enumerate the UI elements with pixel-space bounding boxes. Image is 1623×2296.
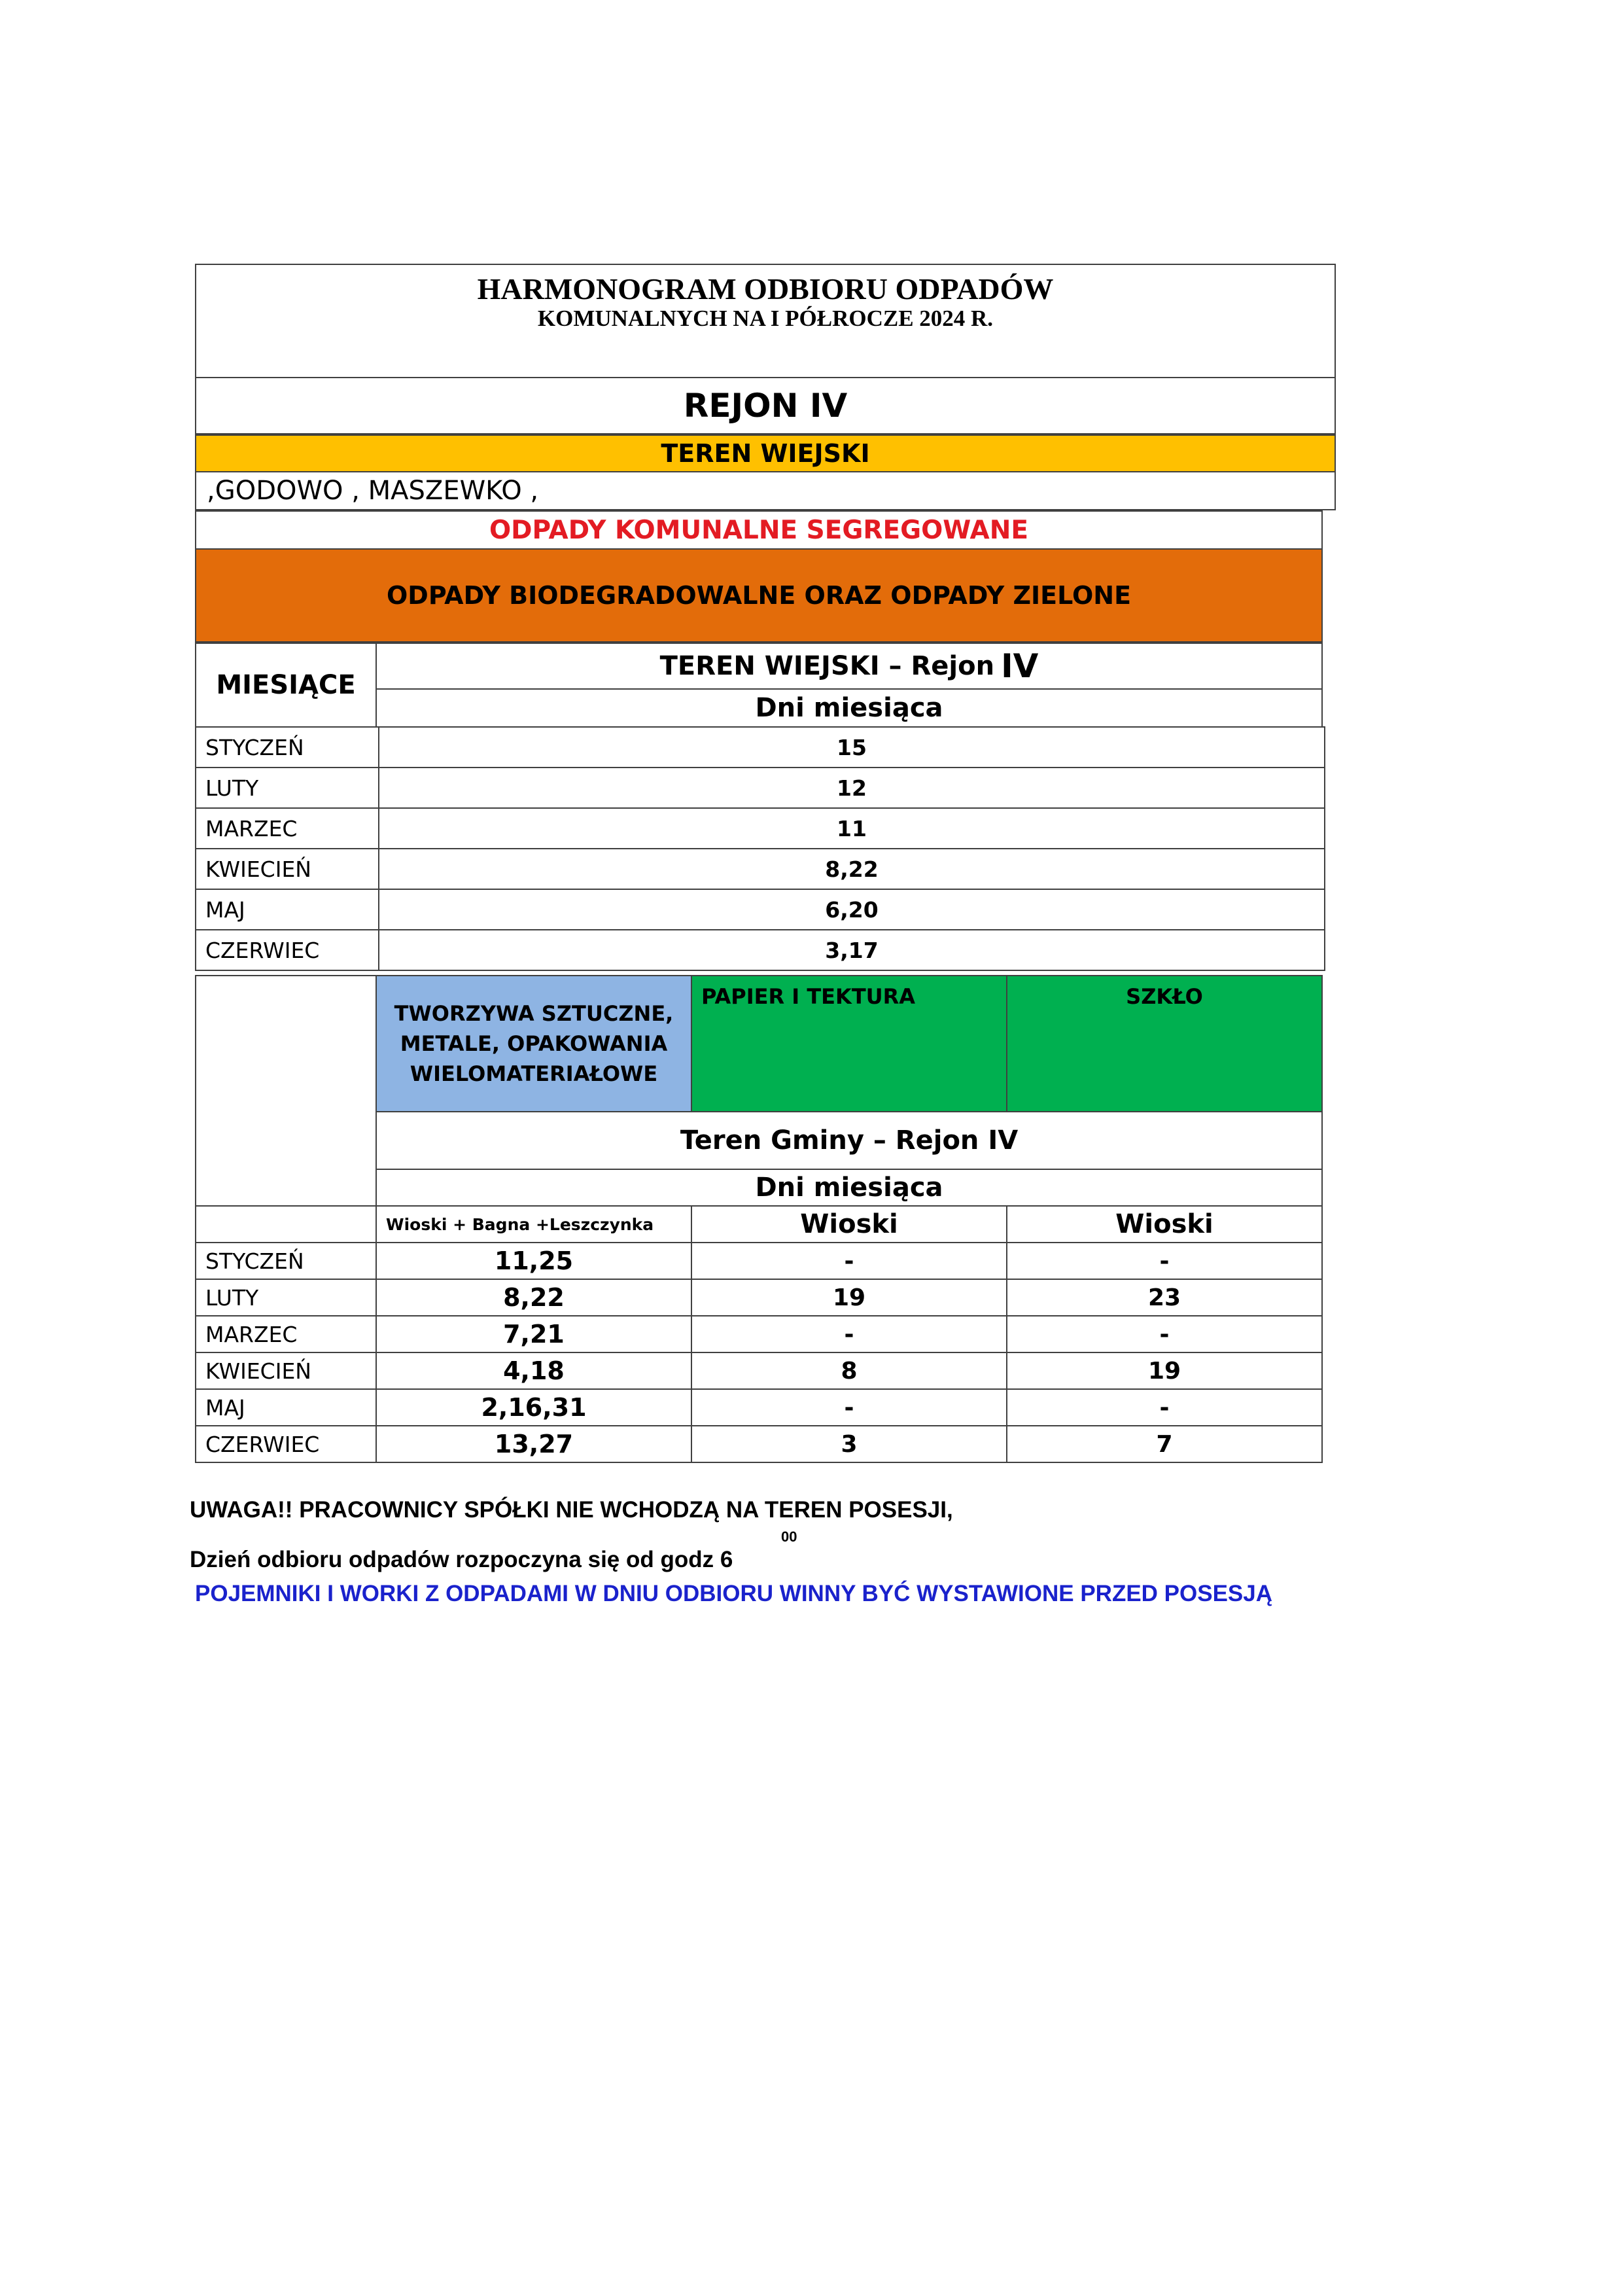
bio-month-cell: STYCZEŃ (195, 726, 379, 768)
paper-days-cell: - (691, 1388, 1007, 1426)
bio-month-cell: LUTY (195, 767, 379, 809)
villages-line: ,GODOWO , MASZEWKO , (195, 471, 1336, 510)
plastic-metal-header: TWORZYWA SZTUCZNE, METALE, OPAKOWANIA WIELOMATERIAŁOWE (375, 975, 692, 1112)
seg-month-cell: CZERWIEC (195, 1425, 377, 1463)
region-heading: REJON IV (195, 377, 1336, 434)
area-heading: TEREN WIEJSKI (195, 434, 1336, 472)
plastic-days-cell: 2,16,31 (375, 1388, 692, 1426)
segregated-heading: ODPADY KOMUNALNE SEGREGOWANE (195, 510, 1323, 550)
paper-days-cell: 19 (691, 1279, 1007, 1316)
containers-note: POJEMNIKI I WORKI Z ODPADAMI W DNIU ODBIORU WINNY BYĆ WYSTAWIONE PRZED POSESJĄ (195, 1581, 1273, 1606)
start-time-superscript: 00 (781, 1528, 797, 1545)
bio-days-cell: 15 (378, 726, 1325, 768)
bio-month-cell: KWIECIEŃ (195, 848, 379, 890)
seg-month-cell: MAJ (195, 1388, 377, 1426)
paper-area-label: Wioski (691, 1205, 1007, 1243)
seg-corner-cell (195, 975, 377, 1207)
paper-days-cell: 8 (691, 1352, 1007, 1390)
paper-days-cell: - (691, 1315, 1007, 1353)
bio-waste-heading: ODPADY BIODEGRADOWALNE ORAZ ODPADY ZIELONE (195, 548, 1323, 643)
glass-days-cell: - (1006, 1315, 1323, 1353)
plastic-days-cell: 8,22 (375, 1279, 692, 1316)
seg-month-cell: KWIECIEŃ (195, 1352, 377, 1390)
bio-region-header-number: IV (1001, 647, 1039, 685)
bio-days-cell: 12 (378, 767, 1325, 809)
plastic-days-cell: 13,27 (375, 1425, 692, 1463)
seg-month-cell: LUTY (195, 1279, 377, 1316)
glass-days-cell: - (1006, 1242, 1323, 1280)
plastic-days-cell: 11,25 (375, 1242, 692, 1280)
start-time-note: Dzień odbioru odpadów rozpoczyna się od godz 6 (190, 1547, 733, 1572)
bio-month-cell: MARZEC (195, 807, 379, 849)
bio-days-cell: 3,17 (378, 929, 1325, 971)
bio-days-cell: 6,20 (378, 889, 1325, 930)
plastic-area-label: Wioski + Bagna +Leszczynka (375, 1205, 692, 1243)
glass-days-cell: 19 (1006, 1352, 1323, 1390)
bio-days-cell: 11 (378, 807, 1325, 849)
plastic-days-cell: 7,21 (375, 1315, 692, 1353)
title-line-1: HARMONOGRAM ODBIORU ODPADÓW (477, 272, 1054, 306)
paper-days-cell: 3 (691, 1425, 1007, 1463)
seg-region-header: Teren Gminy – Rejon IV (375, 1111, 1323, 1170)
seg-month-cell: MARZEC (195, 1315, 377, 1353)
bio-days-cell: 8,22 (378, 848, 1325, 890)
bio-region-header (375, 643, 1323, 690)
bio-region-header-text: TEREN WIEJSKI – Rejon (659, 651, 995, 681)
paper-days-cell: - (691, 1242, 1007, 1280)
paper-header: PAPIER I TEKTURA (691, 975, 1007, 1112)
title-box (195, 264, 1336, 378)
bio-month-cell: CZERWIEC (195, 929, 379, 971)
glass-area-label: Wioski (1006, 1205, 1323, 1243)
glass-days-cell: - (1006, 1388, 1323, 1426)
title-line-2: KOMUNALNYCH NA I PÓŁROCZE 2024 R. (537, 306, 994, 331)
plastic-days-cell: 4,18 (375, 1352, 692, 1390)
seg-sub-corner-cell (195, 1205, 377, 1243)
bio-days-header: Dni miesiąca (375, 688, 1323, 728)
seg-month-cell: STYCZEŃ (195, 1242, 377, 1280)
warning-note: UWAGA!! PRACOWNICY SPÓŁKI NIE WCHODZĄ NA TEREN POSESJI, (190, 1497, 953, 1523)
glass-days-cell: 7 (1006, 1425, 1323, 1463)
seg-days-header: Dni miesiąca (375, 1169, 1323, 1207)
glass-header: SZKŁO (1006, 975, 1323, 1112)
bio-month-cell: MAJ (195, 889, 379, 930)
glass-days-cell: 23 (1006, 1279, 1323, 1316)
months-header: MIESIĄCE (195, 643, 377, 728)
